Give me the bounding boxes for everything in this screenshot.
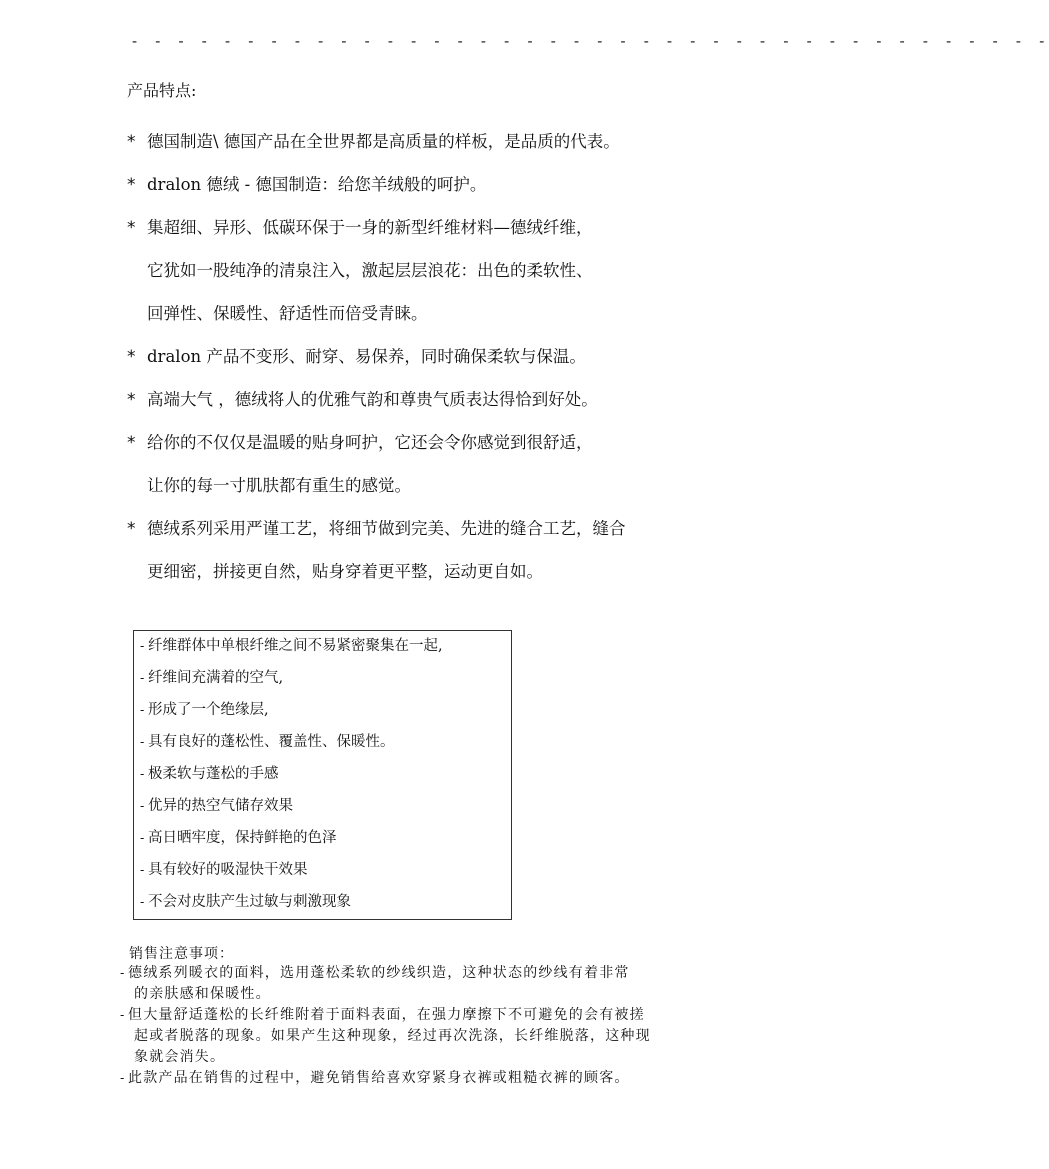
- property-item: [140, 793, 511, 825]
- dash-bullet: -: [140, 895, 145, 909]
- property-item: [140, 665, 511, 697]
- star-bullet: *: [127, 347, 136, 367]
- feature-text: 集超细、异形、低碳环保于一身的新型纤维材料—德绒纤维，: [147, 218, 593, 237]
- sales-note-item: [120, 1047, 720, 1068]
- property-item: [140, 825, 511, 857]
- sales-note-text: 的亲肤感和保暖性。: [134, 986, 271, 1002]
- star-bullet: *: [127, 390, 136, 410]
- dash-bullet: -: [140, 767, 145, 781]
- star-bullet: *: [127, 132, 136, 152]
- feature-text: 高端大气 ，德绒将人的优雅气韵和尊贵气质表达得恰到好处。: [147, 390, 598, 409]
- property-text: 形成了一个绝缘层,: [148, 702, 269, 718]
- feature-text: 更细密，拼接更自然，贴身穿着更平整，运动更自如。: [147, 562, 543, 581]
- fiber-properties-box: [133, 630, 512, 920]
- dash-bullet: -: [140, 831, 145, 845]
- property-item: [140, 889, 511, 921]
- sales-note-text: 德绒系列暖衣的面料，选用蓬松柔软的纱线织造，这种状态的纱线有着非常: [128, 965, 630, 981]
- feature-text: 给你的不仅仅是温暖的贴身呵护，它还会令你感觉到很舒适，: [147, 433, 593, 452]
- property-item: [140, 761, 511, 793]
- dash-bullet: -: [120, 966, 126, 980]
- property-item: [140, 697, 511, 729]
- feature-item: [127, 292, 727, 335]
- feature-text: 德国制造\ 德国产品在全世界都是高质量的样板，是品质的代表。: [147, 132, 620, 151]
- dash-bullet: -: [140, 639, 145, 653]
- sales-notes-list: [120, 963, 720, 1089]
- feature-item: [127, 378, 727, 421]
- feature-item: [127, 464, 727, 507]
- property-text: 具有良好的蓬松性、覆盖性、保暖性。: [148, 734, 395, 750]
- star-bullet: *: [127, 519, 136, 539]
- feature-item: [127, 120, 727, 163]
- feature-item: [127, 507, 727, 550]
- dashed-separator: - - - - - - - - - - - - - - - - - - - - - - - - - - - - - - - - - - - - - - - -: [130, 32, 1049, 50]
- dash-bullet: -: [140, 671, 145, 685]
- property-text: 高日晒牢度，保持鲜艳的色泽: [148, 830, 337, 846]
- dash-bullet: -: [140, 703, 145, 717]
- sales-note-text: 象就会消失。: [134, 1049, 226, 1065]
- feature-text: 德绒系列采用严谨工艺，将细节做到完美、先进的缝合工艺，缝合: [147, 519, 626, 538]
- sales-note-item: [120, 963, 720, 984]
- dash-bullet: -: [120, 1008, 126, 1022]
- dash-bullet: -: [140, 863, 145, 877]
- dash-bullet: -: [140, 735, 145, 749]
- sales-notes-title: 销售注意事项：: [129, 946, 234, 962]
- dash-bullet: -: [120, 1071, 126, 1085]
- star-bullet: *: [127, 218, 136, 238]
- features-list: [127, 120, 727, 593]
- sales-note-item: [120, 1005, 720, 1026]
- sales-note-item: [120, 984, 720, 1005]
- feature-text: dralon 产品不变形、耐穿、易保养，同时确保柔软与保温。: [147, 347, 586, 366]
- feature-item: [127, 421, 727, 464]
- property-text: 具有较好的吸湿快干效果: [148, 862, 308, 878]
- feature-item: [127, 335, 727, 378]
- property-item: [140, 633, 511, 665]
- features-title: 产品特点:: [127, 81, 197, 100]
- property-text: 不会对皮肤产生过敏与刺激现象: [148, 894, 351, 910]
- sales-note-text: 但大量舒适蓬松的长纤维附着于面料表面，在强力摩擦下不可避免的会有被搓: [128, 1007, 645, 1023]
- property-text: 极柔软与蓬松的手感: [148, 766, 279, 782]
- feature-item: [127, 249, 727, 292]
- sales-note-item: [120, 1026, 720, 1047]
- feature-item: [127, 206, 727, 249]
- sales-note-item: [120, 1068, 720, 1089]
- feature-text: 让你的每一寸肌肤都有重生的感觉。: [147, 476, 411, 495]
- sales-note-text: 起或者脱落的现象。如果产生这种现象，经过再次洗涤，长纤维脱落，这种现: [134, 1028, 651, 1044]
- property-item: [140, 729, 511, 761]
- property-text: 优异的热空气储存效果: [148, 798, 293, 814]
- feature-item: [127, 163, 727, 206]
- star-bullet: *: [127, 175, 136, 195]
- property-item: [140, 857, 511, 889]
- dash-bullet: -: [140, 799, 145, 813]
- feature-text: 它犹如一股纯净的清泉注入，激起层层浪花：出色的柔软性、: [147, 261, 593, 280]
- star-bullet: *: [127, 433, 136, 453]
- sales-note-text: 此款产品在销售的过程中，避免销售给喜欢穿紧身衣裤或粗糙衣裤的顾客。: [128, 1070, 630, 1086]
- property-text: 纤维群体中单根纤维之间不易紧密聚集在一起,: [148, 638, 443, 654]
- feature-text: 回弹性、保暖性、舒适性而倍受青睐。: [147, 304, 428, 323]
- property-text: 纤维间充满着的空气,: [148, 670, 284, 686]
- feature-text: dralon 德绒 - 德国制造：给您羊绒般的呵护。: [147, 175, 487, 194]
- feature-item: [127, 550, 727, 593]
